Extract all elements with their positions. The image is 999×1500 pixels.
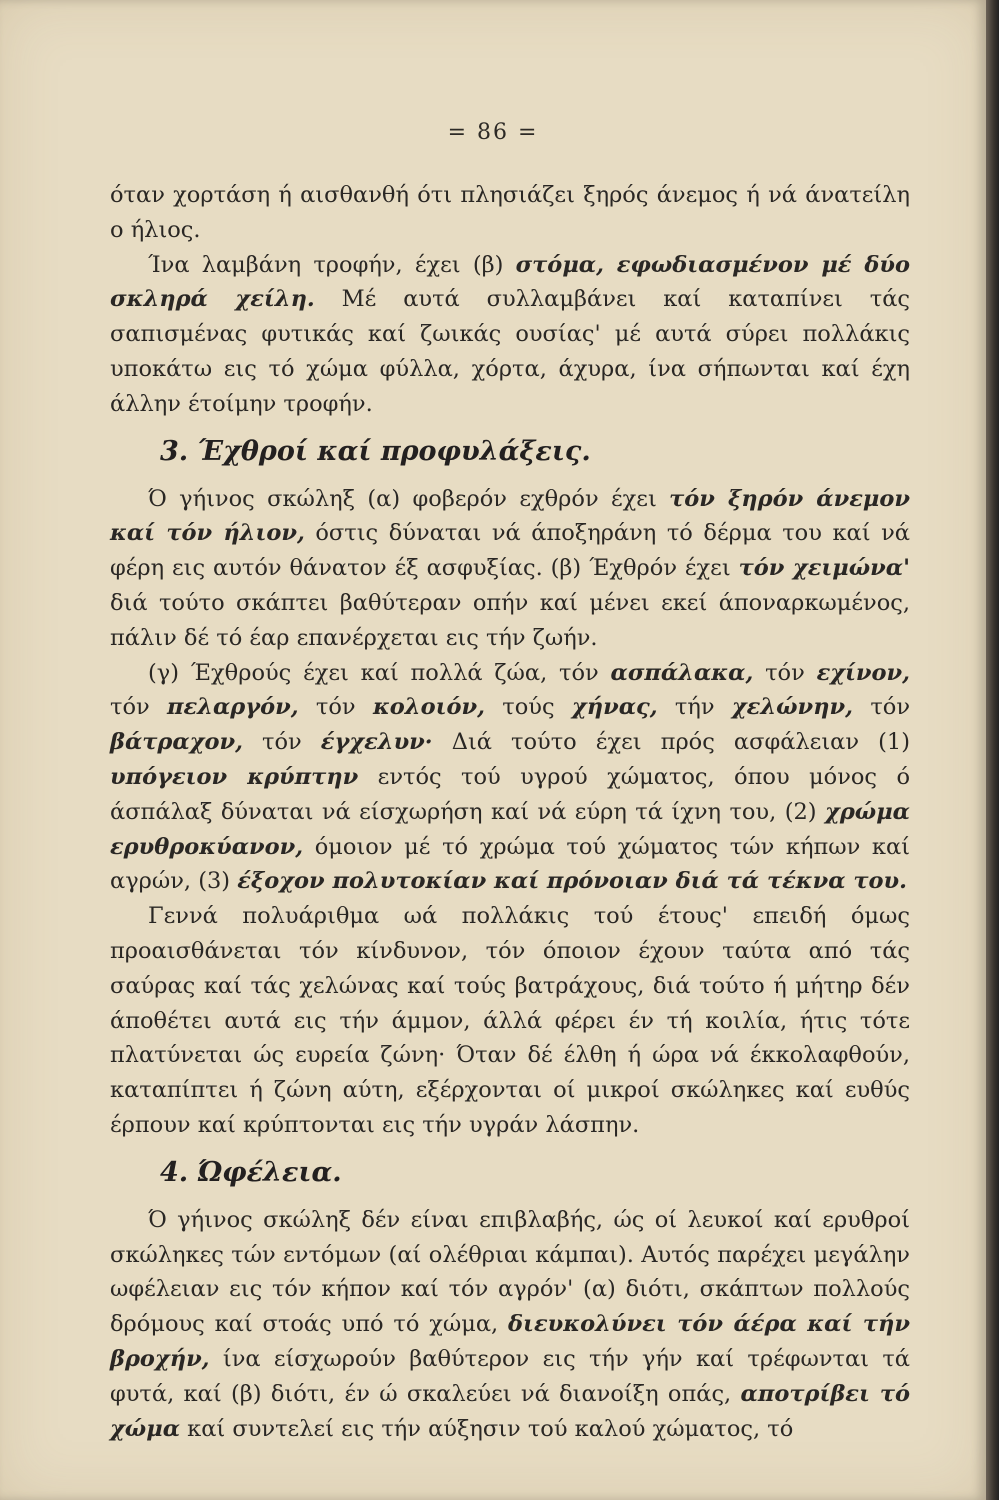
paragraph-5: Γεννά πολυάριθμα ωά πολλάκις τού έτους' επειδή όμως προαισθάνεται τόν κίνδυνον, τόν όποιον έχουν ταύτα από τάς σαύρας καί τάς χελώνας καί τούς βατράχους, διά τούτο ή μήτηρ δέν άποθέτει αυτά εις τήν άμμον, άλλά φέρει έν τή κοιλία, ήτις τότε πλατύνεται ώς ευρεία ζώνη· Όταν δέ έλθη ή ώρα νά έκκολαφθούν, καταπίπτει ή ζώνη αύτη, εξέρχονται οί μικροί σκώληκες καί ευθύς έρπουν καί κρύπτονται εις τήν υγράν λάσπην.: [110, 903, 910, 1138]
text-run: τόν: [242, 729, 321, 756]
text-run: όμοιον μέ τό χρώμα τού χώματος τών κήπων καί αγρών, (3): [110, 833, 910, 895]
text-run: Ίνα λαμβάνη τροφήν, έχει (β): [148, 251, 516, 278]
text-run: διά τούτο σκάπτει βαθύτεραν οπήν καί μένει εκεί άποναρκωμένος, πάλιν δέ τό έαρ επανέρχεται εις τήν ζωήν.: [110, 589, 910, 651]
emphasis: αποτρίβει τό χώμα: [110, 1380, 910, 1442]
emphasis: στόμα, εφωδιασμένον μέ δύο σκληρά χείλη.: [110, 251, 910, 313]
emphasis: χρώμα ερυθροκύανον,: [110, 798, 910, 860]
paragraph-3: [110, 482, 910, 656]
paragraph-4: [110, 656, 910, 900]
text-run: Ό γήινος σκώληξ δέν είναι επιβλαβής, ώς οί λευκοί καί ερυθροί σκώληκες τών εντόμων (αί ολέθριαι κάμπαι). Αυτός παρέχει μεγάλην ωφέλειαν εις τόν κήπον καί τόν αγρόν' (α) διότι, σκάπτων πολλούς δρόμους καί στοάς υπό τό χώμα,: [110, 1206, 910, 1338]
emphasis: χήνας,: [571, 694, 658, 721]
emphasis: διευκολύνει τόν άέρα καί τήν βροχήν,: [110, 1311, 910, 1372]
text-run: εντός τού υγρού χώματος, όπου μόνος ό άσπάλαξ δύναται νά είσχωρήση καί νά εύρη τά ίχνη του, (2): [110, 763, 910, 825]
text-run: Μέ αυτά συλλαμβάνει καί καταπίνει τάς σαπισμένας φυτικάς καί ζωικάς ουσίας' μέ αυτά σύρει πολλάκις υποκάτω εις τό χώμα φύλλα, χόρτα, άχυρα, ίνα σήπωνται καί έχη άλλην έτοίμην τροφήν.: [110, 286, 910, 417]
page-number: = 86 =: [447, 120, 539, 145]
text-run: τόν: [298, 694, 373, 721]
emphasis: χελώνην,: [731, 694, 853, 721]
emphasis: εχίνον,: [816, 659, 910, 686]
text-run: Ό γήινος σκώληξ (α) φοβερόν εχθρόν έχει: [148, 485, 670, 512]
section-heading-3: 3. Έχθροί καί προφυλάξεις.: [160, 435, 591, 467]
emphasis: βάτραχον,: [110, 729, 243, 756]
text-run: Διά τούτο έχει πρός ασφάλειαν (1): [432, 729, 910, 756]
page-edge-shadow: [986, 0, 999, 1500]
text-run: τούς: [484, 694, 572, 721]
text-run: τόν: [753, 659, 817, 686]
emphasis: πελαργόν,: [167, 694, 299, 721]
text-run: τήν: [657, 694, 732, 721]
emphasis: υπόγειον κρύπτην: [110, 763, 359, 790]
emphasis: κολοιόν,: [372, 694, 485, 721]
text-run: (γ) Έχθρούς έχει καί πολλά ζώα, τόν: [148, 659, 611, 686]
text-run: τόν: [110, 694, 168, 721]
emphasis: τόν χειμώνα': [738, 555, 910, 582]
emphasis: ασπάλακα,: [610, 659, 754, 686]
text-run: όστις δύναται νά άποξηράνη τό δέρμα του καί νά φέρη εις αυτόν θάνατον έξ ασφυξίας. (β) Έχθρόν έχει: [110, 520, 911, 582]
emphasis: έξοχον πολυτοκίαν καί πρόνοιαν διά τά τέκνα του.: [237, 868, 907, 895]
paragraph-1: όταν χορτάση ή αισθανθή ότι πλησιάζει ξηρός άνεμος ή νά άνατείλη ο ήλιος.: [110, 182, 910, 243]
text-run: ίνα είσχωρούν βαθύτερον εις τήν γήν καί τρέφωνται τά φυτά, καί (β) διότι, έν ώ σκαλεύει νά διανοίξη οπάς,: [110, 1345, 910, 1407]
text-run: καί συντελεί εις τήν αύξησιν τού καλού χώματος, τό: [180, 1415, 794, 1442]
paragraph-6: [110, 1203, 910, 1447]
section-heading-4: 4. Ώφέλεια.: [160, 1156, 342, 1188]
paragraph-2: [110, 248, 910, 422]
text-run: τόν: [852, 694, 910, 721]
emphasis: τόν ξηρόν άνεμον καί τόν ήλιον,: [110, 485, 910, 547]
emphasis: έγχελυν·: [320, 729, 433, 756]
page-text: [110, 178, 910, 1446]
